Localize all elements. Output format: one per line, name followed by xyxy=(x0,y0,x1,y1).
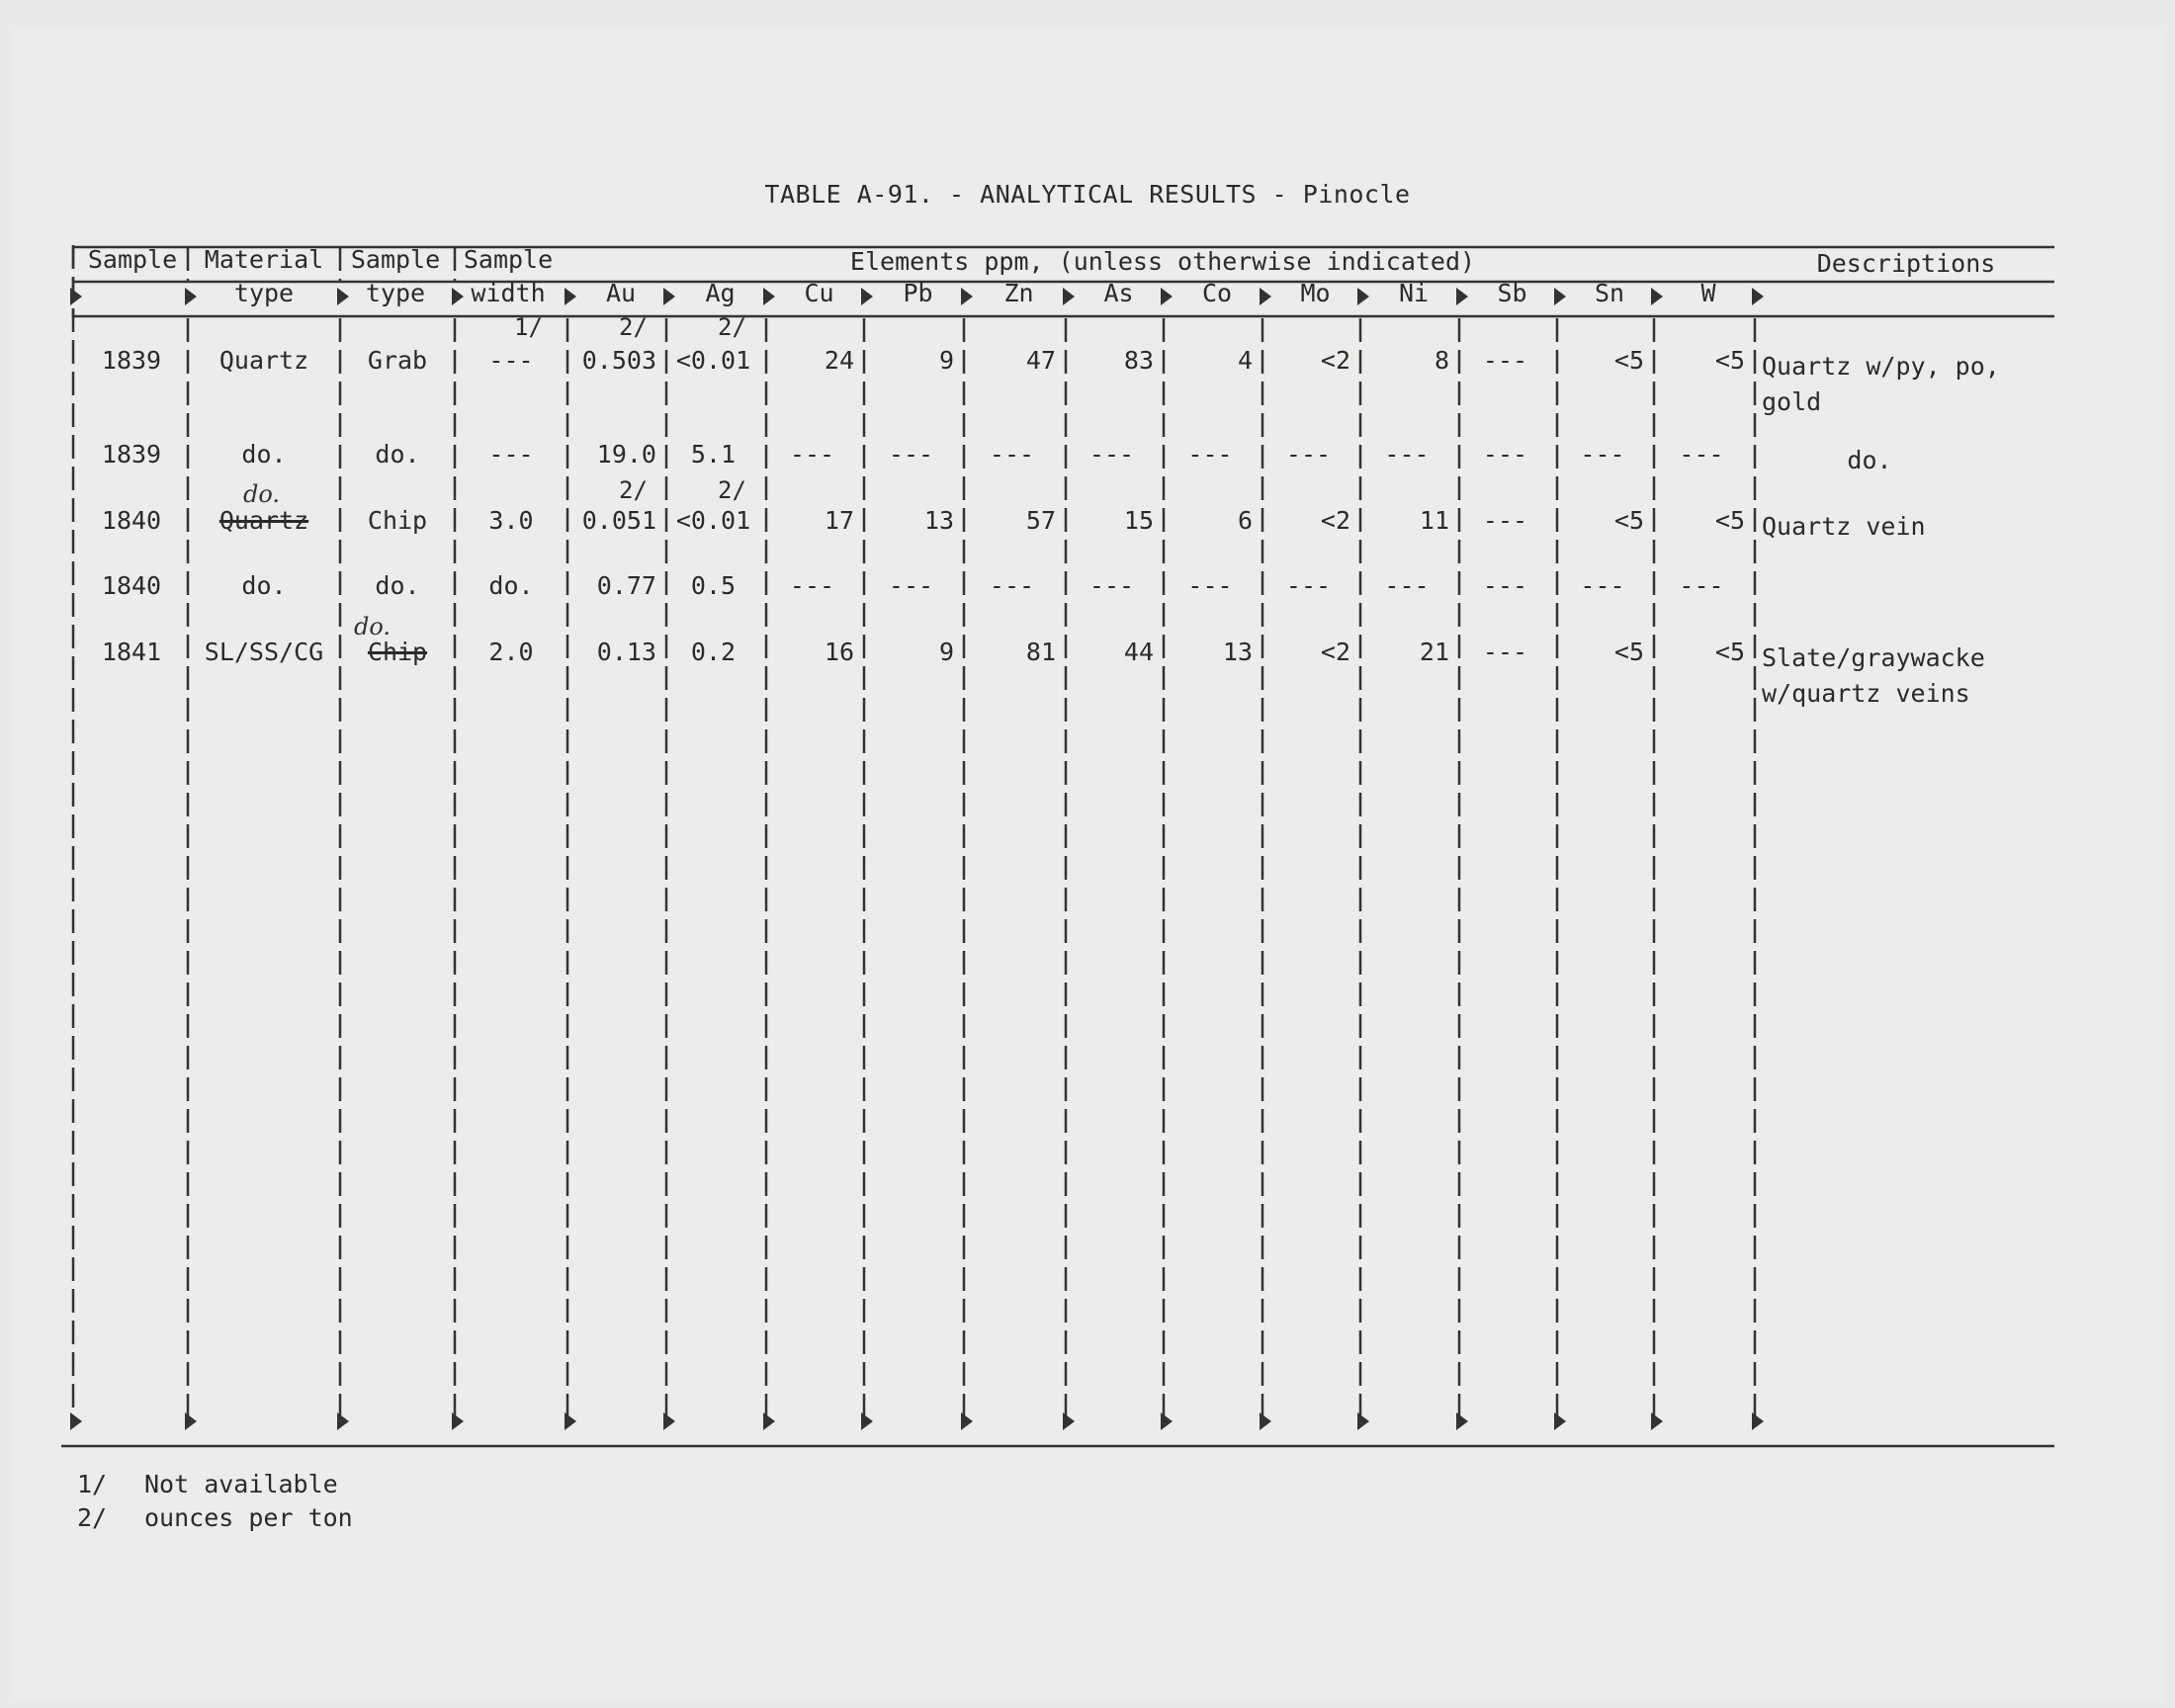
column-arrow-marker xyxy=(763,1412,775,1430)
column-arrow-marker xyxy=(185,1412,197,1430)
footnote-2 xyxy=(77,1503,353,1532)
footnote-reference-mark: 2/ xyxy=(718,476,746,504)
cell-sample: 1840 xyxy=(101,571,162,600)
column-arrow-marker xyxy=(1456,1412,1468,1430)
cell-ag: 5.1 xyxy=(690,440,737,469)
cell-co: 6 xyxy=(1237,506,1253,535)
cell-sample: 1840 xyxy=(101,506,162,535)
cell-as: 15 xyxy=(1123,506,1154,535)
cell-sample-width: 3.0 xyxy=(488,506,534,535)
header-sample-type: Sample xyxy=(350,245,441,274)
column-arrow-marker xyxy=(337,1412,349,1430)
column-arrow-marker xyxy=(70,288,82,305)
column-arrow-marker xyxy=(1554,1412,1566,1430)
cell-sample-type: Grab xyxy=(367,346,428,375)
footnote-1 xyxy=(77,1470,338,1498)
column-arrow-marker xyxy=(565,1412,576,1430)
cell-material-type: do. xyxy=(241,571,287,600)
cell-sample-type: do. xyxy=(375,571,420,600)
handwritten-correction: do. xyxy=(354,613,392,640)
cell-sn: --- xyxy=(1580,440,1625,469)
cell-description: do. xyxy=(1847,446,1892,474)
cell-au: 19.0 xyxy=(596,440,656,469)
cell-ni: --- xyxy=(1384,571,1430,600)
cell-as: 83 xyxy=(1123,346,1154,375)
cell-sample: 1839 xyxy=(101,346,162,375)
header-sample: Sample xyxy=(87,245,178,274)
cell-as: --- xyxy=(1088,571,1135,600)
cell-cu: 17 xyxy=(824,506,854,535)
cell-zn: --- xyxy=(989,440,1035,469)
cell-mo: --- xyxy=(1285,440,1332,469)
header-element-as: As xyxy=(1103,279,1134,307)
cell-cu: 16 xyxy=(824,638,854,666)
column-arrow-marker xyxy=(1651,1412,1663,1430)
header-element-mo: Mo xyxy=(1300,279,1331,307)
cell-mo: --- xyxy=(1285,571,1332,600)
header-element-sn: Sn xyxy=(1594,279,1625,307)
cell-material-type: Quartz xyxy=(218,506,309,535)
cell-zn: --- xyxy=(989,571,1035,600)
cell-cu: --- xyxy=(789,571,835,600)
footnote-reference-mark: 1/ xyxy=(514,313,543,341)
cell-co: --- xyxy=(1187,571,1233,600)
header-element-co: Co xyxy=(1201,279,1233,307)
cell-co: --- xyxy=(1187,440,1233,469)
cell-sb: --- xyxy=(1482,440,1528,469)
cell-material-type: Quartz xyxy=(218,346,309,375)
column-arrow-marker xyxy=(1161,1412,1173,1430)
cell-ni: 21 xyxy=(1419,638,1449,666)
header-element-cu: Cu xyxy=(804,279,834,307)
column-arrow-marker xyxy=(452,1412,464,1430)
cell-sb: --- xyxy=(1482,346,1528,375)
cell-description-line2: w/quartz veins xyxy=(1762,679,1970,708)
cell-description: Slate/graywacke xyxy=(1762,643,1985,672)
header-sample-type-line2: type xyxy=(365,279,426,307)
cell-as: 44 xyxy=(1123,638,1154,666)
header-element-ag: Ag xyxy=(705,279,736,307)
cell-zn: 81 xyxy=(1025,638,1056,666)
cell-description: Quartz vein xyxy=(1762,512,1926,541)
cell-zn: 57 xyxy=(1025,506,1056,535)
cell-mo: <2 xyxy=(1320,638,1350,666)
table-title: TABLE A-91. - ANALYTICAL RESULTS - Pinocle xyxy=(764,180,1411,209)
column-arrow-marker xyxy=(961,1412,973,1430)
handwritten-correction: do. xyxy=(243,480,281,508)
cell-pb: --- xyxy=(888,440,934,469)
cell-ag: <0.01 xyxy=(675,506,751,535)
cell-w: --- xyxy=(1679,440,1724,469)
header-element-zn: Zn xyxy=(1003,279,1034,307)
cell-cu: 24 xyxy=(824,346,854,375)
cell-sample: 1839 xyxy=(101,440,162,469)
cell-sample-width: --- xyxy=(488,346,534,375)
cell-ni: 11 xyxy=(1419,506,1449,535)
column-arrow-marker xyxy=(663,1412,675,1430)
column-arrow-marker xyxy=(1260,1412,1271,1430)
cell-pb: --- xyxy=(888,571,934,600)
cell-pb: 9 xyxy=(938,638,954,666)
cell-sample-width: 2.0 xyxy=(488,638,534,666)
column-arrow-marker xyxy=(1357,1412,1369,1430)
header-material-type: Material xyxy=(204,245,324,274)
header-sample-width: Sample xyxy=(463,245,554,274)
header-sample-width-line2: width xyxy=(471,279,546,307)
cell-ag: 0.5 xyxy=(690,571,737,600)
cell-co: 13 xyxy=(1222,638,1253,666)
footnote-mark: 2/ xyxy=(77,1503,108,1532)
cell-sample-type: do. xyxy=(375,440,420,469)
cell-sn: <5 xyxy=(1613,638,1644,666)
footnote-reference-mark: 2/ xyxy=(718,313,746,341)
cell-zn: 47 xyxy=(1025,346,1056,375)
column-arrow-marker xyxy=(1063,1412,1075,1430)
header-element-au: Au xyxy=(605,279,637,307)
cell-description: Quartz w/py, po, xyxy=(1762,352,2000,381)
header-elements-group: Elements ppm, (unless otherwise indicated) xyxy=(849,247,1476,276)
cell-sn: <5 xyxy=(1613,506,1644,535)
cell-mo: <2 xyxy=(1320,346,1350,375)
cell-mo: <2 xyxy=(1320,506,1350,535)
cell-description-line2: gold xyxy=(1762,387,1822,416)
cell-w: <5 xyxy=(1714,346,1745,375)
cell-sn: <5 xyxy=(1613,346,1644,375)
cell-material-type: SL/SS/CG xyxy=(204,638,324,666)
cell-sample-width: --- xyxy=(488,440,534,469)
cell-ni: --- xyxy=(1384,440,1430,469)
cell-w: --- xyxy=(1679,571,1724,600)
cell-sample-width: do. xyxy=(488,571,534,600)
cell-au: 0.051 xyxy=(581,506,656,535)
column-arrow-marker xyxy=(1752,1412,1764,1430)
cell-w: <5 xyxy=(1714,506,1745,535)
footnote-reference-mark: 2/ xyxy=(619,313,648,341)
header-element-sb: Sb xyxy=(1497,279,1527,307)
cell-sample: 1841 xyxy=(101,638,162,666)
cell-pb: 9 xyxy=(938,346,954,375)
cell-as: --- xyxy=(1088,440,1135,469)
cell-ag: 0.2 xyxy=(690,638,737,666)
cell-au: 0.503 xyxy=(581,346,656,375)
cell-co: 4 xyxy=(1237,346,1253,375)
column-arrow-marker xyxy=(70,1412,82,1430)
header-element-w: W xyxy=(1700,279,1716,307)
header-element-ni: Ni xyxy=(1398,279,1430,307)
cell-au: 0.77 xyxy=(596,571,656,600)
cell-w: <5 xyxy=(1714,638,1745,666)
cell-cu: --- xyxy=(789,440,835,469)
column-arrow-marker xyxy=(861,1412,873,1430)
cell-au: 0.13 xyxy=(596,638,656,666)
header-material-type-line2: type xyxy=(233,279,295,307)
cell-material-type: do. xyxy=(241,440,287,469)
cell-sb: --- xyxy=(1482,638,1528,666)
cell-sample-type: Chip xyxy=(367,506,428,535)
cell-sb: --- xyxy=(1482,506,1528,535)
footnote-reference-mark: 2/ xyxy=(619,476,648,504)
footnote-mark: 1/ xyxy=(77,1470,108,1498)
cell-sb: --- xyxy=(1482,571,1528,600)
header-element-pb: Pb xyxy=(903,279,933,307)
cell-ag: <0.01 xyxy=(675,346,751,375)
footnote-text: ounces per ton xyxy=(144,1503,353,1532)
cell-ni: 8 xyxy=(1434,346,1449,375)
footnote-text: Not available xyxy=(144,1470,338,1498)
cell-sample-type: Chip xyxy=(367,638,428,666)
cell-sn: --- xyxy=(1580,571,1625,600)
header-descriptions: Descriptions xyxy=(1816,249,1996,278)
cell-pb: 13 xyxy=(923,506,954,535)
